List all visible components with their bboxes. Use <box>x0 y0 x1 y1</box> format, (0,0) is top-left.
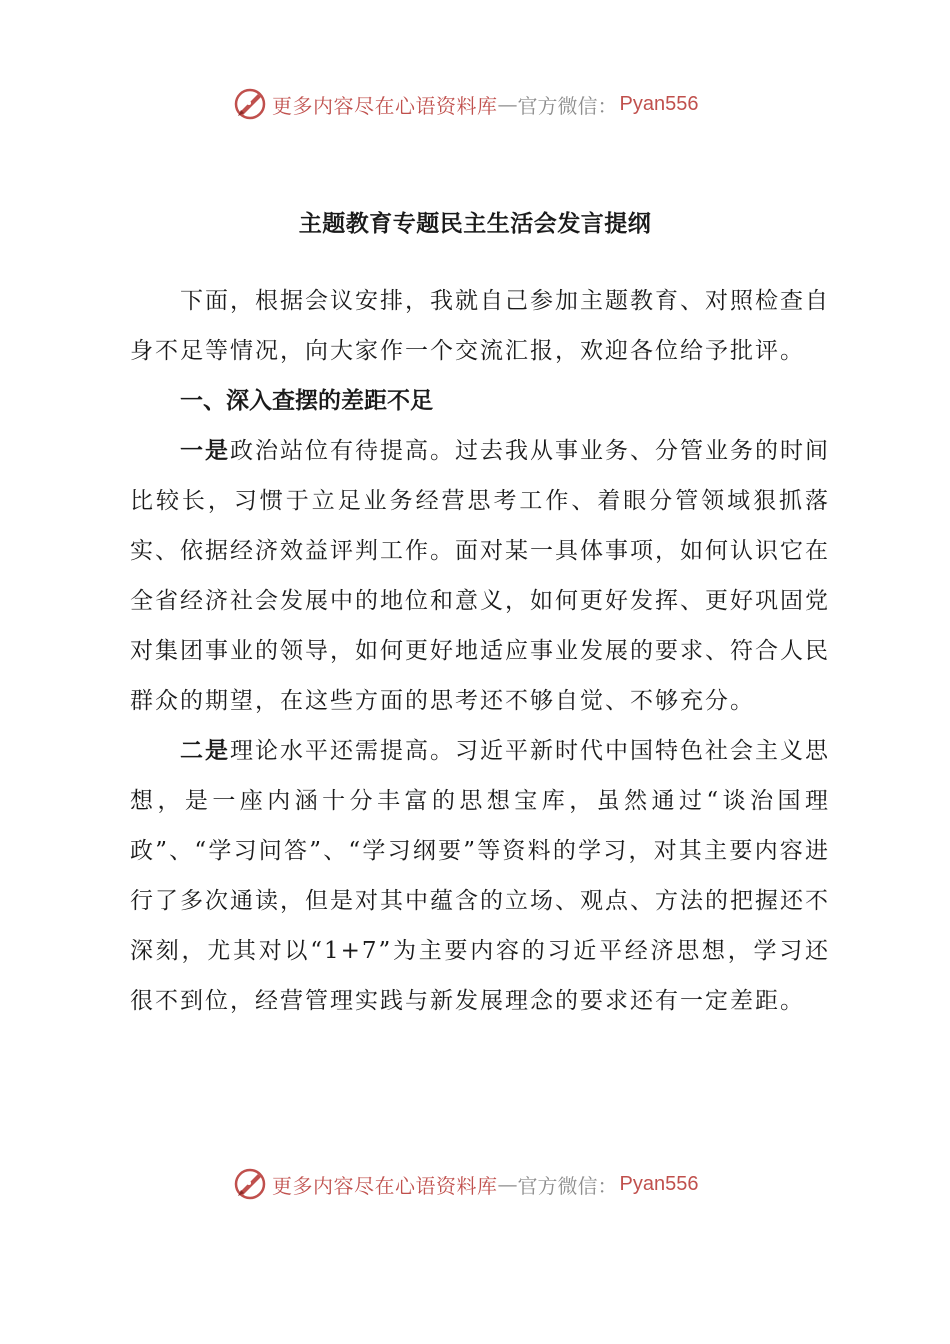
pen-logo-icon <box>232 1166 268 1202</box>
point-two-body: 理论水平还需提高。习近平新时代中国特色社会主义思想，是一座内涵十分丰富的思想宝库，虽然通过“谈治国理政”、“学习问答”、“学习纲要”等资料的学习，对其主要内容进行了多次通读，但是对其中蕴含的立场、观点、方法的把握还不深刻，尤其对以“1+7”为主要内容的习近平经济思想，学习还很不到位，经营管理实践与新发展理念的要求还有一定差距。 <box>130 738 830 1014</box>
banner-dash: — <box>497 1172 518 1196</box>
point-two-lead: 二是 <box>180 738 230 764</box>
banner-title: 更多内容尽在心语资料库 <box>272 93 498 118</box>
point-one-lead: 一是 <box>180 438 230 464</box>
document-title: 主题教育专题民主生活会发言提纲 <box>298 211 652 237</box>
banner-wechat-id: Pyan556 <box>619 1172 699 1195</box>
banner-title: 更多内容尽在心语资料库 <box>272 1173 498 1198</box>
point-two-paragraph <box>130 726 830 1026</box>
banner-wechat-label: 官方微信： <box>517 1173 618 1198</box>
banner-wechat-label: 官方微信： <box>517 93 618 118</box>
bottom-watermark-banner <box>0 1164 950 1204</box>
intro-paragraph: 下面，根据会议安排，我就自己参加主题教育、对照检查自身不足等情况，向大家作一个交流汇报，欢迎各位给予批评。 <box>130 288 830 364</box>
point-one-paragraph <box>130 426 830 726</box>
banner-dash: — <box>497 92 518 116</box>
top-watermark-banner <box>0 84 950 124</box>
section-heading: 一、深入查摆的差距不足 <box>180 388 433 414</box>
document-body <box>130 276 830 1026</box>
pen-logo-icon <box>232 86 268 122</box>
point-one-body: 政治站位有待提高。过去我从事业务、分管业务的时间比较长，习惯于立足业务经营思考工作、着眼分管领域狠抓落实、依据经济效益评判工作。面对某一具体事项，如何认识它在全省经济社会发展中的地位和意义，如何更好发挥、更好巩固党对集团事业的领导，如何更好地适应事业发展的要求、符合人民群众的期望，在这些方面的思考还不够自觉、不够充分。 <box>130 438 830 714</box>
banner-wechat-id: Pyan556 <box>619 92 699 115</box>
